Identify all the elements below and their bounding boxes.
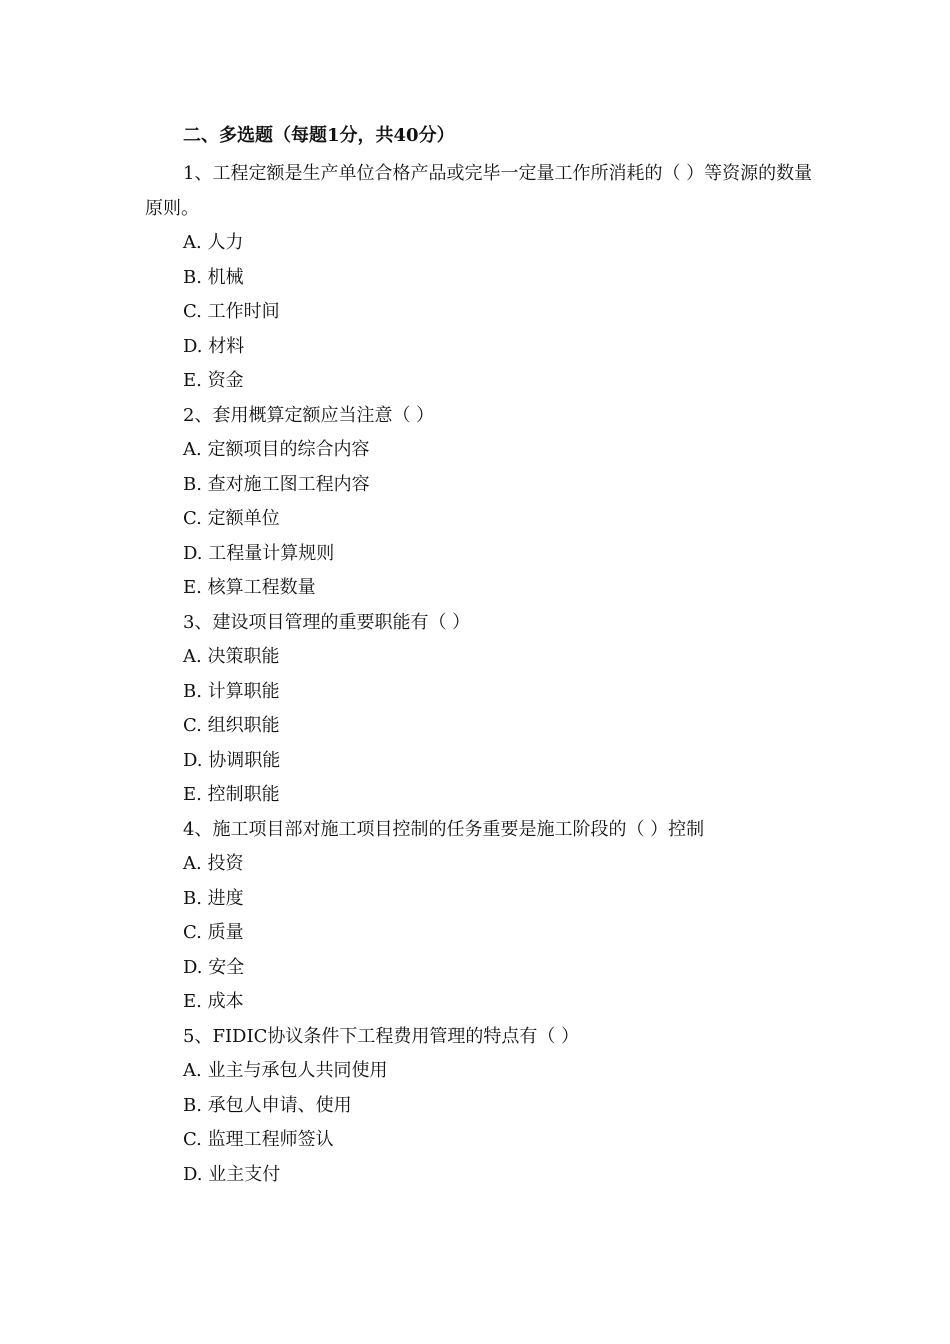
question-list bbox=[145, 157, 815, 1192]
option-item: C. 组织职能 bbox=[183, 715, 280, 736]
section-heading: 二、多选题（每题1分，共40分） bbox=[183, 125, 455, 146]
question-text: 2、套用概算定额应当注意（ ） bbox=[183, 404, 435, 426]
option-item: A. 决策职能 bbox=[183, 646, 280, 667]
question-text: 1、工程定额是生产单位合格产品或完毕一定量工作所消耗的（ ）等资源的数量原则。 bbox=[145, 163, 813, 219]
option-item: E. 资金 bbox=[183, 370, 244, 391]
question-block bbox=[145, 1020, 815, 1193]
question-block bbox=[145, 157, 815, 399]
option-item: A. 定额项目的综合内容 bbox=[183, 439, 370, 460]
question-text: 3、建设项目管理的重要职能有（ ） bbox=[183, 611, 471, 633]
option-item: A. 业主与承包人共同使用 bbox=[183, 1060, 388, 1081]
option-item: D. 工程量计算规则 bbox=[183, 542, 335, 564]
option-item: D. 业主支付 bbox=[183, 1163, 281, 1185]
option-item: A. 投资 bbox=[183, 853, 244, 874]
option-item: B. 机械 bbox=[183, 266, 244, 288]
option-item: B. 计算职能 bbox=[183, 680, 280, 702]
question-block bbox=[145, 606, 815, 813]
option-item: D. 安全 bbox=[183, 956, 245, 978]
option-item: B. 进度 bbox=[183, 887, 244, 909]
question-text: 4、施工项目部对施工项目控制的任务重要是施工阶段的（ ）控制 bbox=[183, 818, 705, 840]
question-text: 5、FIDIC协议条件下工程费用管理的特点有（ ） bbox=[183, 1025, 580, 1047]
option-item: E. 控制职能 bbox=[183, 784, 280, 805]
question-block bbox=[145, 399, 815, 606]
option-item: C. 监理工程师签认 bbox=[183, 1129, 334, 1150]
option-item: E. 核算工程数量 bbox=[183, 577, 316, 598]
option-item: B. 承包人申请、使用 bbox=[183, 1094, 352, 1116]
option-item: D. 协调职能 bbox=[183, 749, 281, 771]
question-block bbox=[145, 813, 815, 1020]
option-item: D. 材料 bbox=[183, 335, 245, 357]
option-item: C. 工作时间 bbox=[183, 301, 280, 322]
option-item: B. 查对施工图工程内容 bbox=[183, 473, 370, 495]
option-item: C. 定额单位 bbox=[183, 508, 280, 529]
option-item: A. 人力 bbox=[183, 232, 244, 253]
option-item: C. 质量 bbox=[183, 922, 244, 943]
option-item: E. 成本 bbox=[183, 991, 244, 1012]
